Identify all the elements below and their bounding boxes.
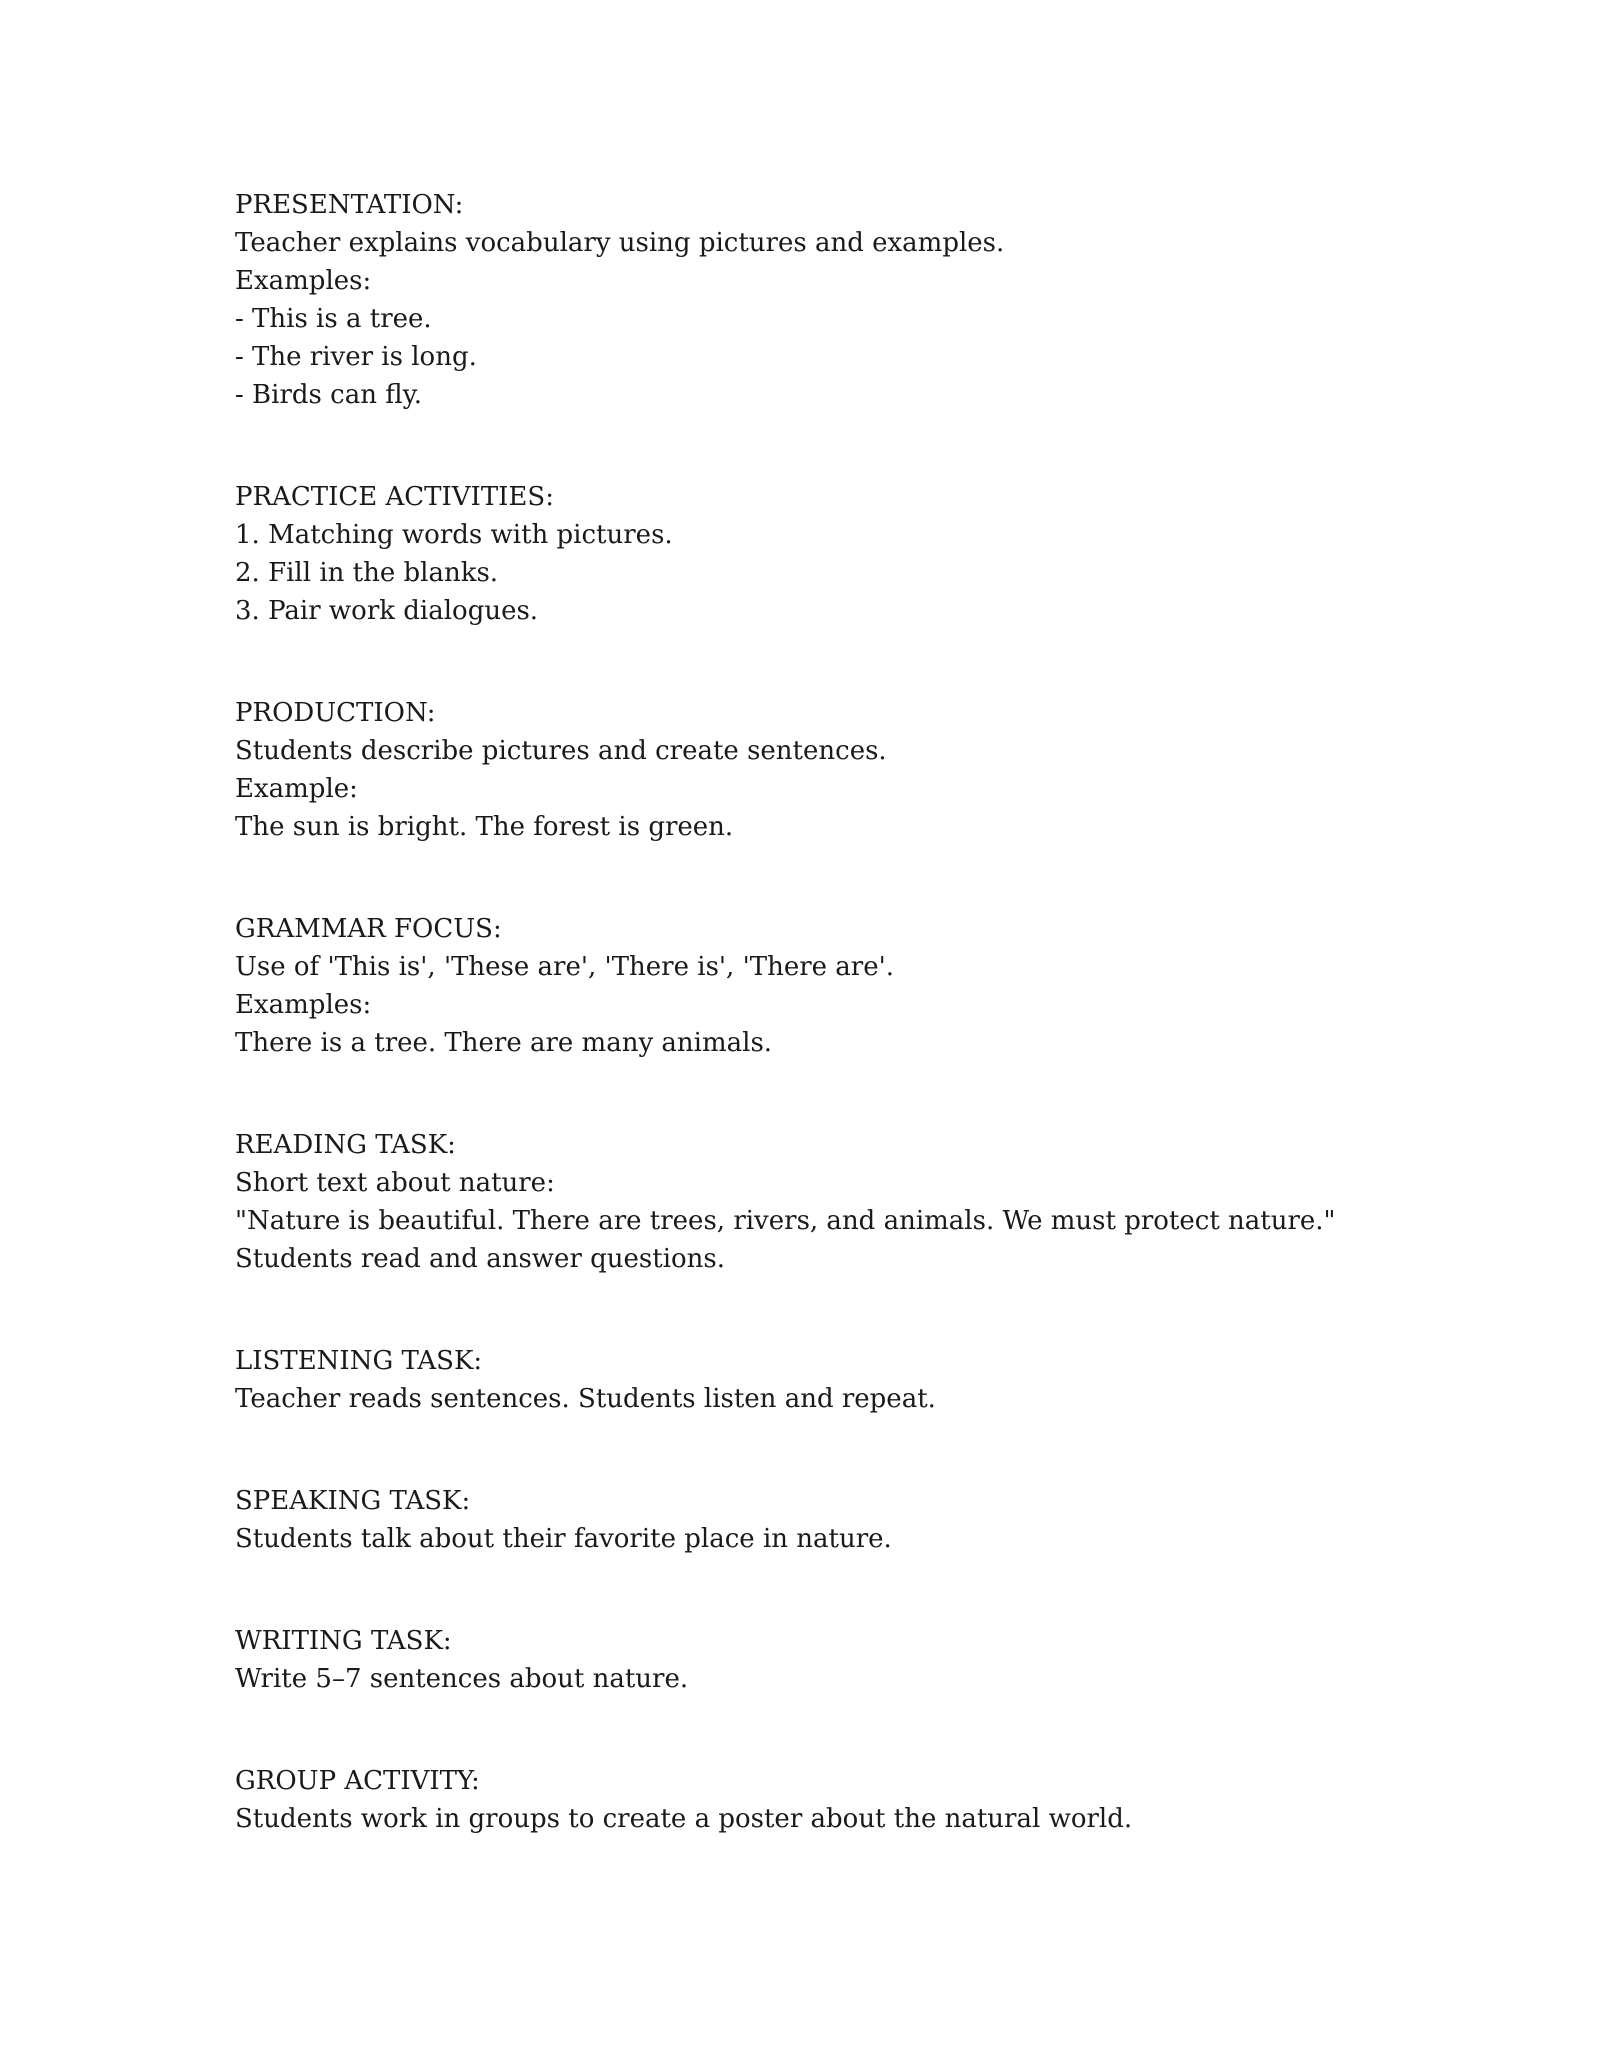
section-heading: PRACTICE ACTIVITIES: [235,482,554,512]
text-line: - The river is long. [235,342,477,372]
section-heading: PRESENTATION: [235,190,464,220]
section-heading: READING TASK: [235,1130,456,1160]
section-practice-activities [235,478,1495,630]
section-heading: GROUP ACTIVITY: [235,1766,480,1796]
section-heading: WRITING TASK: [235,1626,452,1656]
section-reading-task [235,1126,1495,1278]
text-line: Use of 'This is', 'These are', 'There is', 'There are'. [235,952,895,982]
section-presentation [235,186,1495,414]
text-line: Short text about nature: [235,1168,555,1198]
text-line: Students read and answer questions. [235,1244,726,1274]
text-line: Students talk about their favorite place in nature. [235,1524,892,1554]
text-line: Examples: [235,266,372,296]
text-line: - Birds can fly. [235,380,423,410]
section-listening-task [235,1342,1495,1418]
section-grammar-focus [235,910,1495,1062]
list-item: 2. Fill in the blanks. [235,558,499,588]
text-line: Students work in groups to create a poster about the natural world. [235,1804,1133,1834]
text-line: Examples: [235,990,372,1020]
text-line: Example: [235,774,358,804]
section-production [235,694,1495,846]
section-speaking-task [235,1482,1495,1558]
document-body [235,186,1495,1902]
section-writing-task [235,1622,1495,1698]
text-line: Teacher explains vocabulary using pictures and examples. [235,228,1005,258]
list-item: 1. Matching words with pictures. [235,520,673,550]
text-line: The sun is bright. The forest is green. [235,812,734,842]
section-heading: GRAMMAR FOCUS: [235,914,502,944]
section-heading: SPEAKING TASK: [235,1486,471,1516]
list-item: 3. Pair work dialogues. [235,596,539,626]
text-line: Teacher reads sentences. Students listen and repeat. [235,1384,936,1414]
text-line: - This is a tree. [235,304,432,334]
section-group-activity [235,1762,1495,1838]
text-line: "Nature is beautiful. There are trees, rivers, and animals. We must protect nature." [235,1206,1336,1236]
text-line: Write 5–7 sentences about nature. [235,1664,689,1694]
section-heading: PRODUCTION: [235,698,436,728]
text-line: Students describe pictures and create sentences. [235,736,887,766]
section-heading: LISTENING TASK: [235,1346,483,1376]
text-line: There is a tree. There are many animals. [235,1028,773,1058]
